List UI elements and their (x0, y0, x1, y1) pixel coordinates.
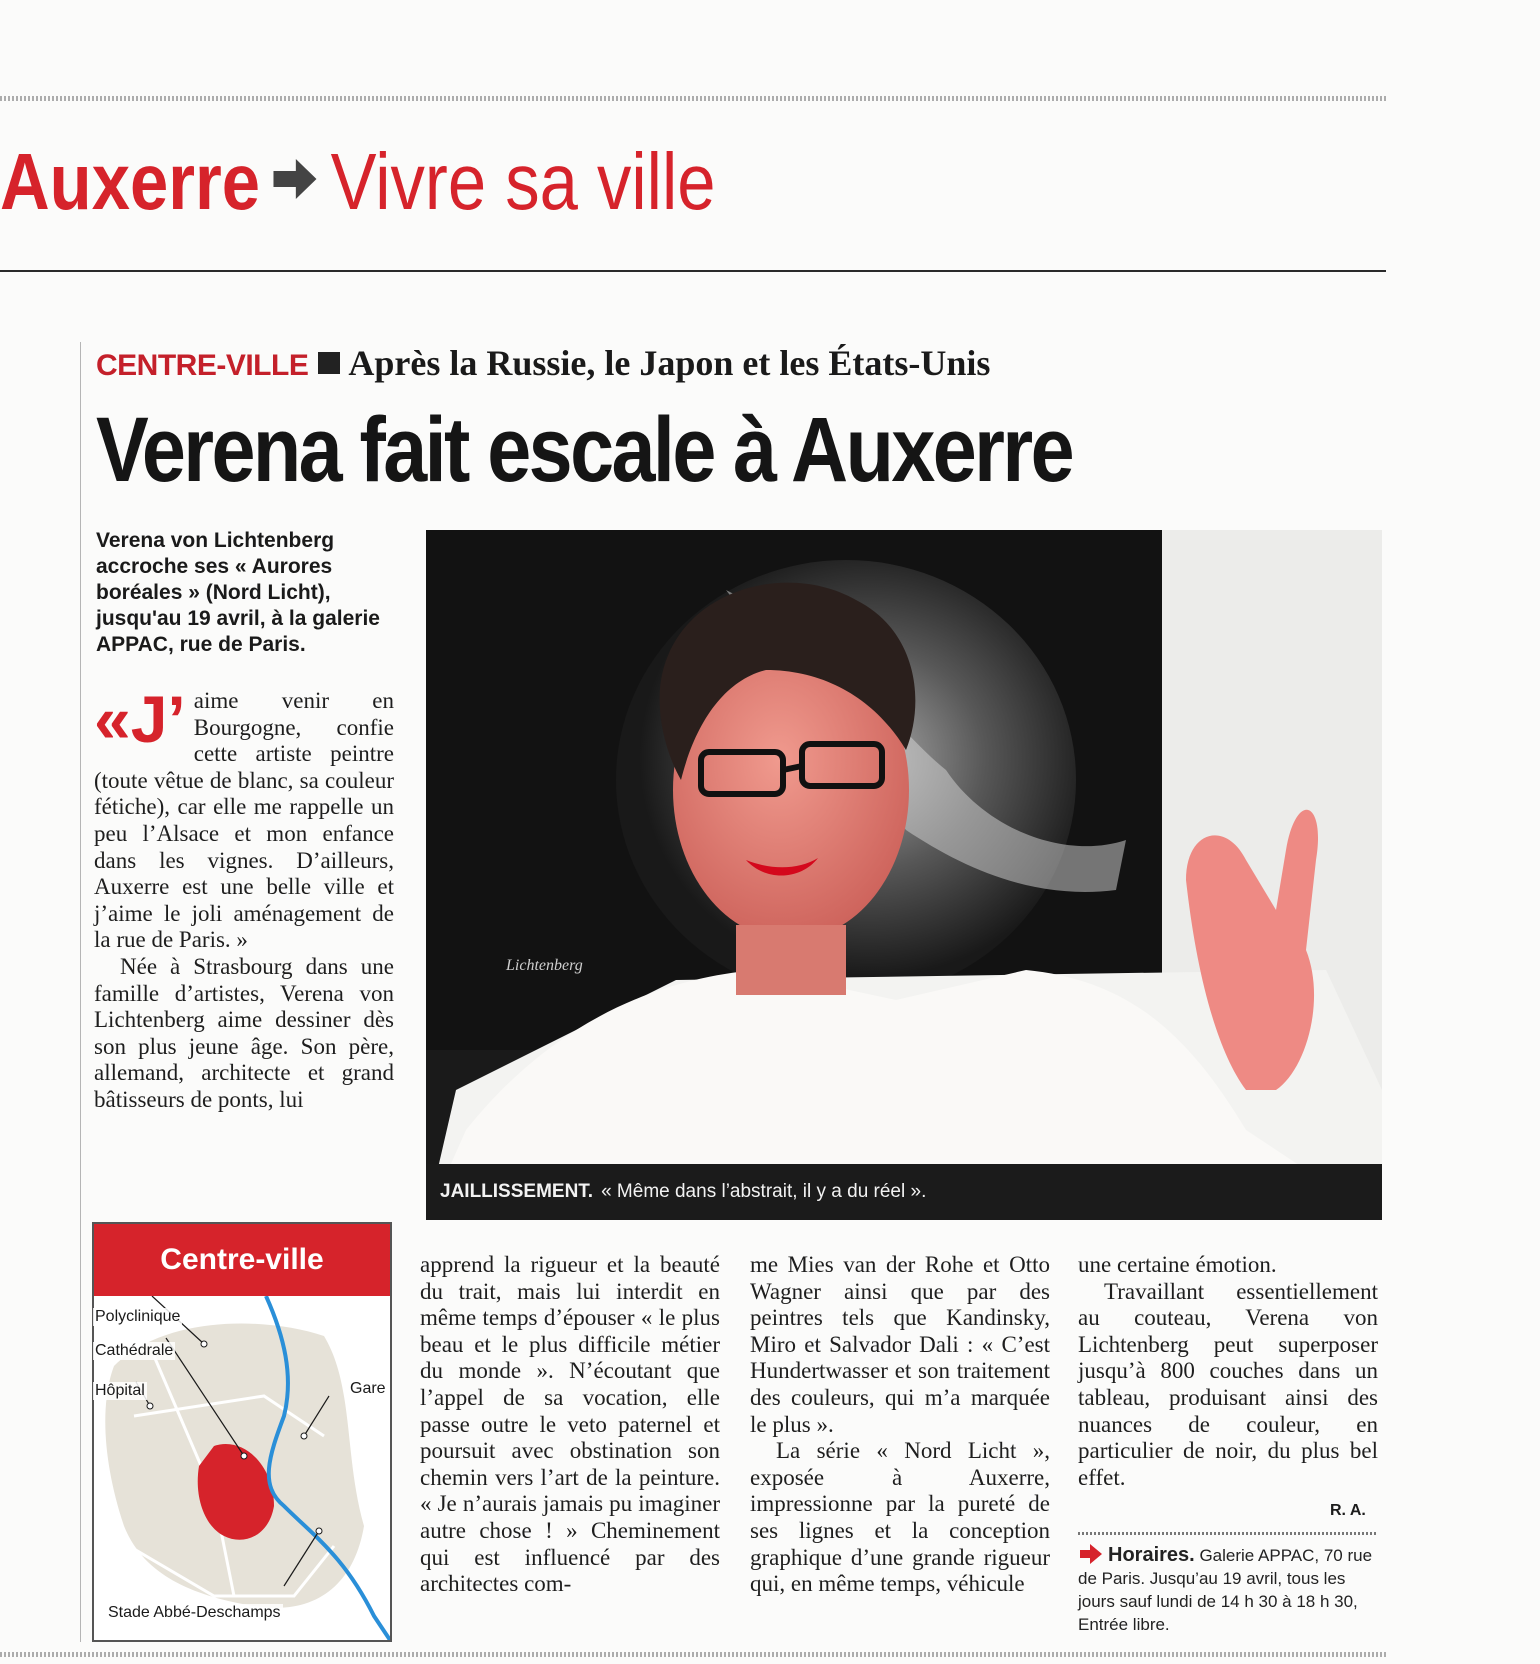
kicker-text: Après la Russie, le Japon et les États-Unis (348, 343, 991, 383)
info-box (1078, 1544, 1378, 1636)
col3-paragraph-1: me Mies van der Rohe et Otto Wagner ainsi que par des peintres tels que Kandinsky, Miro et Salvador Dali : « C’est Hundertwasser et son traitement des couleurs, qui m’a marquée le plus ». (750, 1252, 1050, 1437)
painting-signature: Lichtenberg (506, 957, 583, 974)
info-text: Galerie APPAC, 70 rue de Paris. Jusqu’au 19 avril, tous les jours sauf lundi de 14 h 30 à 18 h 30, Entrée libre. (1078, 1546, 1373, 1634)
col4-paragraph-2: Travaillant essentiellement au couteau, Verena von Lichtenberg peut superposer jusqu’à 800 couches dans un tableau, produisant ainsi des nuances de couleur, en particulier de noir, du plus bel effet. (1078, 1278, 1378, 1490)
top-dotted-rule (0, 96, 1386, 101)
map-label-polyclinique: Polyclinique (95, 1308, 181, 1325)
map-label-gare: Gare (350, 1380, 386, 1397)
portrait-photo (426, 530, 1382, 1220)
caption-tag: JAILLISSEMENT. (440, 1181, 594, 1202)
caption-text: « Même dans l’abstrait, il y a du réel ». (601, 1181, 927, 1202)
article-column-3 (750, 1252, 1050, 1598)
col4-paragraph-1: une certaine émotion. (1078, 1252, 1277, 1277)
kicker-tag: CENTRE-VILLE (96, 349, 309, 382)
section-subtitle: Vivre sa ville (330, 137, 716, 226)
arrow-right-icon (270, 155, 320, 203)
map-label-hopital: Hôpital (95, 1382, 145, 1399)
section-title (0, 137, 716, 226)
location-map (92, 1222, 392, 1642)
col1-paragraph-2: Née à Strasbourg dans une famille d’artistes, Verena von Lichtenberg aime dessiner dès son plus jeune âge. Son père, allemand, architecte et grand bâtisseurs de ponts, lui (94, 953, 394, 1112)
headline: Verena fait escale à Auxerre (96, 399, 1073, 501)
kicker (96, 342, 990, 384)
col2-paragraph: apprend la rigueur et la beauté du trait, mais lui interdit en même temps d’épouser « le plus beau et le plus difficile métier du monde ». N’écoutant que l’appel de sa vocation, elle passe outre le veto paternel et poursuit avec obstination son chemin vers l’art de la peinture. « Je n’aurais jamais pu imaginer autre chose ! » Cheminement qui est influencé par des architectes com- (420, 1252, 720, 1597)
column-rule (80, 342, 81, 1642)
article-column-4 (1078, 1252, 1378, 1491)
article-lead: Verena von Lichtenberg accroche ses « Aurores boréales » (Nord Licht), jusqu'au 19 avril, à la galerie APPAC, rue de Paris. (96, 529, 380, 656)
arrow-right-icon (1078, 1544, 1104, 1564)
info-rule (1078, 1532, 1378, 1535)
info-label: Horaires. (1108, 1544, 1195, 1566)
map-title: Centre-ville (94, 1224, 390, 1296)
article-column-1 (94, 682, 394, 1114)
square-bullet-icon (318, 352, 340, 374)
bottom-dotted-rule (0, 1652, 1386, 1657)
section-rule (0, 270, 1386, 272)
article-photo (426, 530, 1382, 1220)
map-label-cathedrale: Cathédrale (95, 1342, 174, 1359)
map-label-stade: Stade Abbé-Deschamps (108, 1604, 281, 1621)
col1-paragraph-1: aime venir en Bourgogne, confie cette artiste peintre (toute vêtue de blanc, sa couleur fétiche), car elle me rappelle un peu l’Alsace et mon enfance dans les vignes. D’ailleurs, Auxerre est une belle ville et j’aime le joli aménagement de la rue de Paris. » (94, 688, 394, 953)
drop-cap: «J’ (94, 682, 186, 756)
author-signature: R. A. (1330, 1502, 1366, 1519)
section-city: Auxerre (0, 137, 261, 226)
col3-paragraph-2: La série « Nord Licht », exposée à Auxerre, impressionne par la pureté de ses lignes et la conception graphique d’une grande rigueur qui, en même temps, véhicule (750, 1438, 1050, 1597)
article-column-2 (420, 1252, 720, 1598)
photo-caption (426, 1164, 1382, 1220)
